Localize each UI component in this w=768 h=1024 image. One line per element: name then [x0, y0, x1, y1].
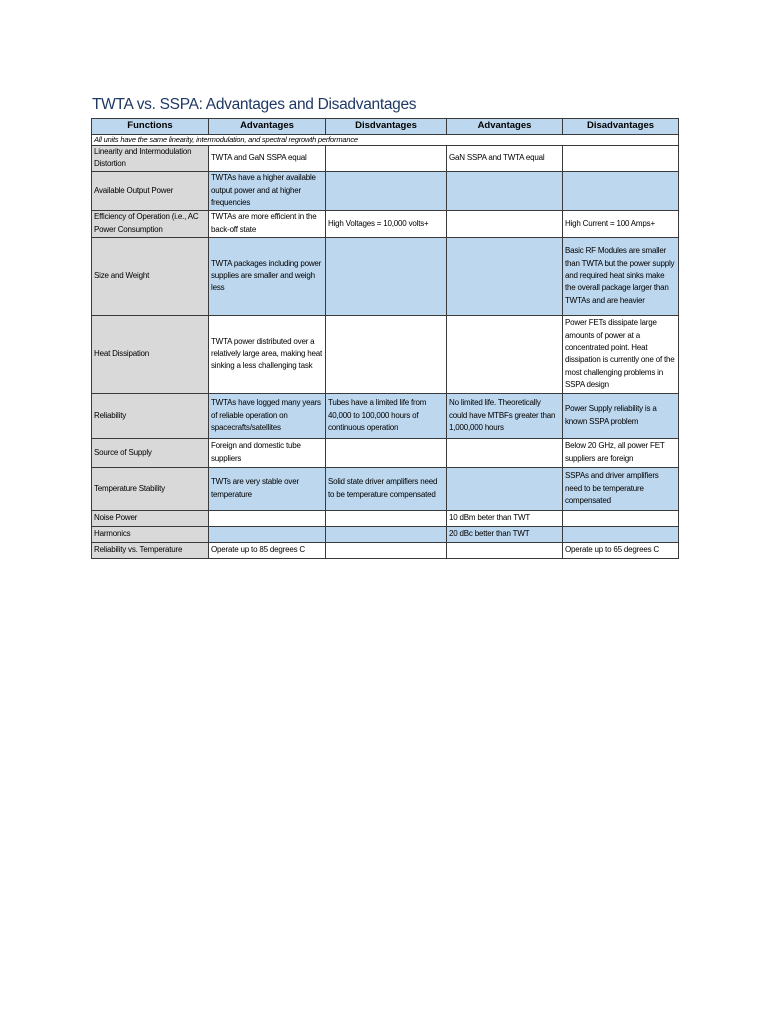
- table-row: [92, 315, 679, 393]
- twta-disadvantage-cell: [326, 237, 447, 315]
- function-cell: Noise Power: [92, 510, 209, 526]
- twta-disadvantage-cell: [326, 438, 447, 467]
- twta-disadvantage-cell: Tubes have a limited life from 40,000 to 100,000 hours of continuous operation: [326, 393, 447, 438]
- function-cell: Harmonics: [92, 526, 209, 542]
- sspa-advantage-cell: [447, 315, 563, 393]
- note-row: [92, 135, 679, 146]
- twta-advantage-cell: TWTA packages including power supplies are smaller and weigh less: [209, 237, 326, 315]
- sspa-disadvantage-cell: [563, 526, 679, 542]
- sspa-disadvantage-cell: High Current = 100 Amps+: [563, 210, 679, 237]
- sspa-disadvantage-cell: Power Supply reliability is a known SSPA problem: [563, 393, 679, 438]
- sspa-disadvantage-cell: [563, 146, 679, 172]
- function-cell: Efficiency of Operation (i.e., AC Power Consumption: [92, 210, 209, 237]
- sspa-advantage-cell: [447, 542, 563, 558]
- function-cell: Available Output Power: [92, 171, 209, 210]
- sspa-advantage-cell: GaN SSPA and TWTA equal: [447, 146, 563, 172]
- header-twta-disadvantages: Disdvantages: [326, 119, 447, 135]
- sspa-advantage-cell: [447, 467, 563, 510]
- twta-advantage-cell: TWTA and GaN SSPA equal: [209, 146, 326, 172]
- sspa-advantage-cell: [447, 237, 563, 315]
- sspa-disadvantage-cell: Operate up to 65 degrees C: [563, 542, 679, 558]
- function-cell: Source of Supply: [92, 438, 209, 467]
- twta-advantage-cell: TWTAs have a higher available output power and at higher frequencies: [209, 171, 326, 210]
- header-sspa-advantages: Advantages: [447, 119, 563, 135]
- sspa-advantage-cell: [447, 210, 563, 237]
- sspa-disadvantage-cell: SSPAs and driver amplifiers need to be temperature compensated: [563, 467, 679, 510]
- table-row: [92, 210, 679, 237]
- twta-disadvantage-cell: [326, 510, 447, 526]
- sspa-advantage-cell: 20 dBc better than TWT: [447, 526, 563, 542]
- table-note: All units have the same linearity, intermodulation, and spectral regrowth performance: [92, 135, 679, 146]
- header-sspa-disadvantages: Disadvantages: [563, 119, 679, 135]
- twta-advantage-cell: [209, 526, 326, 542]
- table-row: [92, 237, 679, 315]
- sspa-disadvantage-cell: [563, 510, 679, 526]
- twta-advantage-cell: [209, 510, 326, 526]
- table-row: [92, 171, 679, 210]
- twta-advantage-cell: Operate up to 85 degrees C: [209, 542, 326, 558]
- sspa-advantage-cell: 10 dBm beter than TWT: [447, 510, 563, 526]
- header-functions: Functions: [92, 119, 209, 135]
- table-row: [92, 393, 679, 438]
- comparison-table: [91, 118, 679, 559]
- twta-disadvantage-cell: [326, 315, 447, 393]
- twta-advantage-cell: TWTAs are more efficient in the back-off state: [209, 210, 326, 237]
- table-row: [92, 146, 679, 172]
- sspa-disadvantage-cell: [563, 171, 679, 210]
- twta-disadvantage-cell: [326, 146, 447, 172]
- twta-disadvantage-cell: [326, 542, 447, 558]
- header-twta-advantages: Advantages: [209, 119, 326, 135]
- function-cell: Reliability vs. Temperature: [92, 542, 209, 558]
- twta-disadvantage-cell: [326, 526, 447, 542]
- sspa-disadvantage-cell: Basic RF Modules are smaller than TWTA but the power supply and required heat sinks make the overall package larger than TWTAs and are heavier: [563, 237, 679, 315]
- twta-advantage-cell: TWTAs have logged many years of reliable operation on spacecrafts/satellites: [209, 393, 326, 438]
- twta-advantage-cell: Foreign and domestic tube suppliers: [209, 438, 326, 467]
- table-row: [92, 467, 679, 510]
- function-cell: Reliability: [92, 393, 209, 438]
- twta-disadvantage-cell: Solid state driver amplifiers need to be temperature compensated: [326, 467, 447, 510]
- twta-advantage-cell: TWTA power distributed over a relatively large area, making heat sinking a less challenging task: [209, 315, 326, 393]
- sspa-disadvantage-cell: Power FETs dissipate large amounts of power at a concentrated point. Heat dissipation is currently one of the most challenging problems in SSPA design: [563, 315, 679, 393]
- header-row: [92, 119, 679, 135]
- twta-advantage-cell: TWTs are very stable over temperature: [209, 467, 326, 510]
- twta-disadvantage-cell: [326, 171, 447, 210]
- table-row: [92, 438, 679, 467]
- function-cell: Linearity and Intermodulation Distortion: [92, 146, 209, 172]
- sspa-advantage-cell: No limited life. Theoretically could have MTBFs greater than 1,000,000 hours: [447, 393, 563, 438]
- table-row: [92, 542, 679, 558]
- twta-disadvantage-cell: High Voltages = 10,000 volts+: [326, 210, 447, 237]
- function-cell: Heat Dissipation: [92, 315, 209, 393]
- sspa-disadvantage-cell: Below 20 GHz, all power FET suppliers are foreign: [563, 438, 679, 467]
- sspa-advantage-cell: [447, 171, 563, 210]
- sspa-advantage-cell: [447, 438, 563, 467]
- page-title: TWTA vs. SSPA: Advantages and Disadvantages: [92, 96, 417, 113]
- function-cell: Temperature Stability: [92, 467, 209, 510]
- table-row: [92, 526, 679, 542]
- table-row: [92, 510, 679, 526]
- function-cell: Size and Weight: [92, 237, 209, 315]
